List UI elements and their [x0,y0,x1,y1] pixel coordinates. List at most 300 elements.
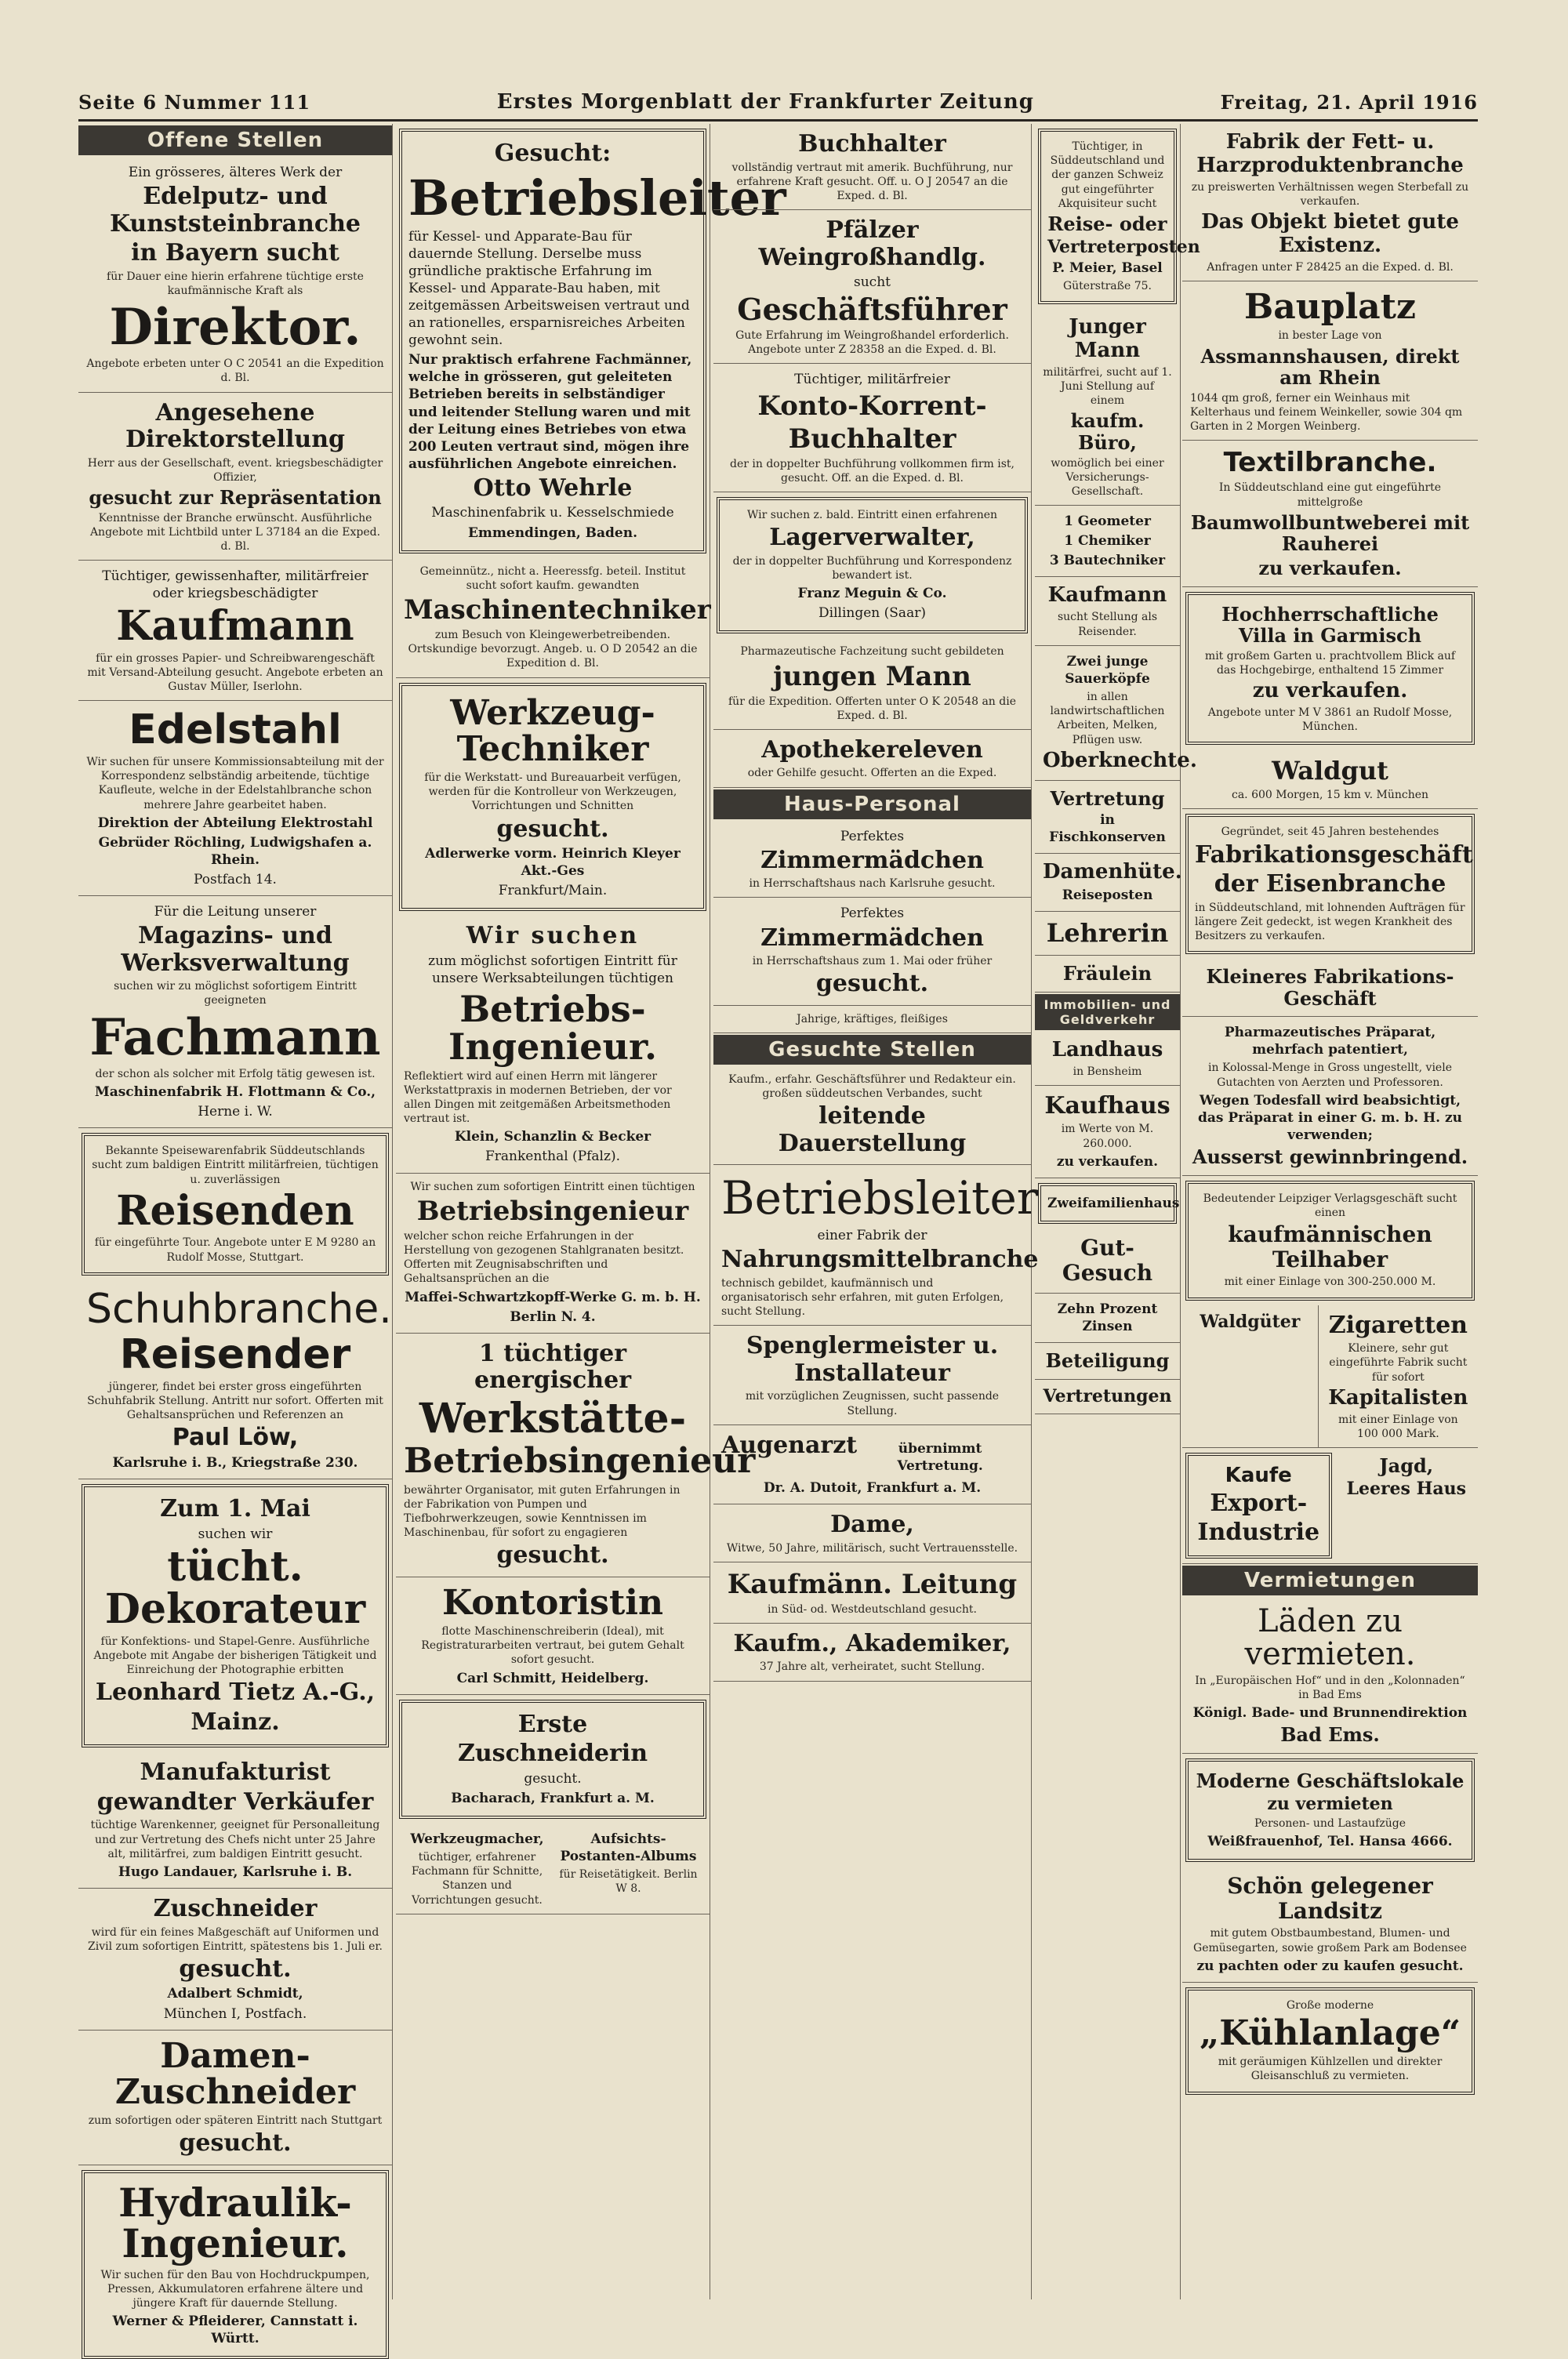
ad-text: Reflektiert wird auf einen Herrn mit längerer Werkstattpraxis in modernen Betrieben, der vor allen Dingen mit zeitgemäßen Arbeitsmethoden vertraut ist. [404,1069,672,1126]
ad-text: in Bensheim [1073,1065,1142,1078]
ad-jagd-haus [1335,1448,1479,1563]
ad-headline: Betriebs-Ingenieur. [448,988,658,1069]
ad-headline: Bauplatz [1244,287,1416,328]
ad-headline: Vertreterposten [1047,236,1200,257]
ad-text: in Herrschaftshaus nach Karlsruhe gesucht. [749,877,996,891]
ad-text: in bester Lage von [1278,329,1382,343]
ad-waldgueter [1182,1305,1319,1447]
ad-headline: der Eisenbranche [1214,870,1446,898]
ad-address: München I, Postfach. [163,2005,307,2022]
ad-headline: Industrie [1197,1519,1320,1547]
ad-text: In „Europäischen Hof“ und in den „Kolonnaden“ in Bad Ems [1195,1674,1465,1702]
ad-subheadline: gesucht zur Repräsentation [89,485,382,509]
ad-headline: kaufm. Büro, [1070,409,1145,455]
ad-text: Kaufm., erfahr. Geschäftsführer und Redakteur ein. großen süddeutschen Verbandes, sucht [728,1072,1016,1101]
ad-betriebsleiter-nahrung [713,1165,1039,1326]
ad-text: zum möglichst sofortigen Eintritt für unsere Werksabteilungen tüchtigen [428,953,677,986]
ad-headline: Nahrungsmittelbranche [721,1246,1039,1274]
ad-headline: Werkzeug-Techniker [450,692,655,769]
ad-aufsichts-right [555,1828,702,1909]
ad-text: in Fischkonserven [1049,812,1166,846]
ad-text: sucht Stellung als Reisender. [1057,611,1158,638]
column-2 [396,124,786,2299]
ad-address: Frankfurt/Main. [498,883,608,899]
ad-headline: zu verkaufen. [1252,679,1408,703]
ad-headline: Erste [517,1710,588,1738]
ad-headline: Wir suchen [466,922,640,950]
ad-company: Maschinenfabrik H. Flottmann & Co., [94,1083,376,1100]
ad-text: zum Besuch von Kleingewerbetreibenden. Ortskundige bevorzugt. Angeb. u. O D 20542 an die Expedition d. Bl. [408,629,698,670]
ad-text: für die Werkstatt- und Bureauarbeit verfügen, werden für die Kontrolleur von Werkzeugen, Vorrichtungen und Schnitten [424,771,681,813]
ad-address: Bad Ems. [1280,1723,1380,1747]
section-header-offene-stellen: Offene Stellen [78,125,392,155]
ad-headline: Konto-Korrent- [757,390,987,422]
ad-text: für Konfektions- und Stapel-Genre. Ausführliche Angebote mit Angabe der bisherigen Tätigkeit und Einreichung der Photographie erbitten [93,1635,377,1677]
ad-betriebsingenieur-granaten [396,1174,710,1334]
ad-geschaeftsfuehrer [713,210,1031,364]
column-4 [1035,124,1200,2299]
ad-company: Dr. A. Dutoit, Frankfurt a. M. [763,1479,982,1496]
ad-zimmermaedchen-2 [713,898,1031,1005]
ad-text: für Reisetätigkeit. Berlin W 8. [559,1868,698,1896]
ad-headline: gesucht. [179,2129,292,2158]
ad-headline: Damenhüte. [1043,860,1182,884]
ad-text: der in doppelter Buchführung vollkommen firm ist, gesucht. Off. an die Exped. d. Bl. [730,457,1014,485]
ad-manufakturist [78,1752,392,1889]
ad-damenhuete [1035,854,1180,912]
ad-teilhaber [1185,1181,1475,1301]
ad-beteiligung [1035,1343,1180,1380]
ad-text: in Süddeutschland, mit lohnenden Aufträgen für längere Zeit gedeckt, ist wegen Krankheit des Besitzers zu verkaufen. [1195,901,1465,942]
ad-headline: Kaufm., Akademiker, [733,1629,1011,1657]
ad-lagerverwalter [717,497,1028,633]
ad-headline: Moderne Geschäftslokale [1196,1769,1465,1792]
page-number: Seite 6 Nummer 111 [78,90,311,114]
ad-jungen-mann [713,638,1031,730]
ad-row-export [1182,1448,1478,1564]
ad-text: jüngerer, findet bei erster gross eingeführten Schuhfabrik Stellung. Antritt nur sofort. Offerten mit Gehaltsansprüchen und Referenzen an [87,1380,383,1422]
ad-text: Kleinere, sehr gut eingeführte Fabrik sucht für sofort [1329,1342,1468,1384]
ad-text: Witwe, 50 Jahre, militärisch, sucht Vertrauensstelle. [726,1541,1018,1555]
ad-text: für Dauer eine hierin erfahrene tüchtige erste kaufmännische Kraft als [107,270,364,297]
ad-text: Zwei junge Sauerköpfe [1065,653,1150,687]
ad-address: Güterstraße 75. [1062,279,1152,292]
ad-text: welcher schon reiche Erfahrungen in der Herstellung von gezogenen Stahlgranaten besitzt. Offerten mit Zeugnisabschriften und Gehaltsansprüchen an die [404,1229,684,1286]
ad-text: Perfektes [840,828,905,844]
ad-maschinentechniker [396,558,710,678]
ad-text: Wir suchen z. bald. Eintritt einen erfahrenen [746,509,998,522]
ad-headline: Zweifamilienhaus [1047,1195,1180,1211]
ad-text: der schon als solcher mit Erfolg tätig gewesen ist. [95,1067,376,1080]
ad-headline: Beteiligung [1045,1349,1170,1373]
ad-headline: Waldgut [1272,756,1388,786]
ad-company: Franz Meguin & Co. [797,586,947,602]
ad-headline: 1 tüchtiger energischer [474,1339,632,1395]
column-3 [713,124,1039,2299]
ad-text: mit vorzüglichen Zeugnissen, sucht passende Stellung. [745,1390,1000,1417]
ad-werkzeugmacher [396,1824,710,1914]
ad-headline: Hydraulik-Ingenieur. [118,2179,352,2267]
ad-gut-gesuch [1035,1228,1180,1294]
ad-kaufhaus [1035,1086,1180,1178]
ad-headline: Reise- oder [1047,212,1167,235]
ad-headline: gesucht. [815,970,929,998]
ad-address: Weißfrauenhof, Tel. Hansa 4666. [1207,1833,1453,1849]
ad-company: Leonhard Tietz A.-G., [95,1679,376,1707]
ad-headline: Schön gelegener Landsitz [1227,1873,1433,1925]
ad-headline: Manufakturist [140,1758,331,1787]
ad-headline: Textilbranche. [1223,447,1437,479]
ad-headline: Fabrik der Fett- u. Harzproduktenbranche [1196,130,1464,177]
ad-spengler [713,1326,1031,1424]
ad-kaufmann-4 [1035,577,1180,645]
ad-text: wird für ein feines Maßgeschäft auf Uniformen und Zivil zum sofortigen Eintritt, spätestens bis 1. Juli er. [88,1925,383,1953]
ad-headline: Junger Mann [1069,315,1146,362]
ad-pharmazeutisch [1182,1017,1478,1175]
ad-text: Angebote erbeten unter O C 20541 an die Expedition d. Bl. [86,357,384,385]
ad-address: Berlin N. 4. [510,1308,596,1325]
ad-text: militärfrei, sucht auf 1. Juni Stellung auf einem [1043,365,1172,408]
ad-headline: gesucht. [496,815,609,843]
ad-text: Tüchtiger, militärfreier [794,372,950,388]
ad-headline: Export- [1210,1489,1308,1517]
ad-headline: Edelstahl [129,706,342,754]
ad-text: womöglich bei einer Versicherungs-Gesellschaft. [1051,456,1164,499]
ad-text: in Süd- od. Westdeutschland gesucht. [768,1602,977,1616]
ad-headline: „Kühlanlage“ [1199,2013,1461,2054]
ad-vertretung-fisch [1035,781,1180,855]
ad-werkzeugmacher-left [404,1828,550,1909]
ad-werkstaette [396,1334,756,1577]
ad-zweifamilienhaus [1038,1183,1180,1224]
ad-textil [1182,441,1478,586]
ad-headline: Leeres Haus [1346,1478,1467,1499]
ad-junger-mann [1035,309,1180,506]
ad-text: oder Gehilfe gesucht. Offerten an die Exped. [747,767,997,780]
ad-text: zu pachten oder zu kaufen gesucht. [1196,1958,1464,1974]
ad-text: für die Expedition. Offerten unter O K 20548 an die Exped. d. Bl. [728,695,1016,722]
ad-text: in Herrschaftshaus zum 1. Mai oder früher [752,955,993,968]
section-header-vermietungen: Vermietungen [1182,1566,1478,1595]
ad-headline: Dame, [830,1511,914,1538]
ad-text: übernimmt Vertretung. [897,1440,983,1474]
newspaper-title: Erstes Morgenblatt der Frankfurter Zeitung [496,90,1034,114]
ad-headline: Hochherrschaftliche Villa in Garmisch [1221,602,1439,648]
ad-headline: Baumwollbuntweberei mit Rauherei [1190,510,1470,556]
ad-text: für Kessel- und Apparate-Bau für dauernde Stellung. Derselbe muss gründliche praktische Erfahrung im Kessel- und Apparate-Bau haben, mit zeitgemässen Arbeitsweisen vertraut und an rationelles, ersparnisreiches Arbeiten gewohnt sein. [408,228,690,349]
ad-fraeulein [1035,956,1180,993]
ad-konto-korrent [713,364,1031,492]
ad-headline: zu vermieten [1267,1793,1393,1814]
ad-headline: leitende Dauerstellung [778,1102,967,1157]
ad-oberknechte [1035,646,1197,781]
ad-headline: gewandter Verkäufer [96,1787,374,1816]
ad-headline: Betriebsleiter [721,1171,1039,1225]
ad-company: Adalbert Schmidt, [167,1986,303,2002]
ad-direktor [78,157,392,393]
ad-text: Ein grösseres, älteres Werk der [128,165,343,180]
ad-landhaus [1035,1032,1180,1086]
ad-text: Angebote unter M V 3861 an Rudolf Mosse, München. [1207,706,1453,734]
ad-villa-garmisch [1185,592,1475,746]
ad-text: tüchtiger, erfahrener Fachmann für Schnitte, Stanzen und Vorrichtungen gesucht. [411,1850,543,1907]
ad-vertretungen [1035,1380,1180,1414]
ad-headline: Zigaretten [1328,1311,1468,1339]
ad-headline: Zimmermädchen [760,924,984,952]
ad-geschaeftslokale [1185,1758,1475,1862]
ad-headline: Schuhbranche. [86,1285,392,1333]
ad-text: Herr aus der Gesellschaft, event. kriegsbeschädigter Offizier, [87,456,383,484]
ad-headline: Kapitalisten [1328,1385,1468,1410]
ad-headline: Edelputz- und Kunststeinbranche [109,183,361,238]
ad-text: in Kolossal-Menge in Gross ungestellt, viele Gutachten von Aerzten und Professoren. [1208,1062,1452,1089]
ad-headline: Werkstätte- [419,1394,687,1443]
ad-headline: Zuschneider [153,1895,318,1923]
ad-headline: Kleineres Fabrikations-Geschäft [1206,965,1454,1010]
ad-headline: zu verkaufen. [1258,556,1402,579]
ad-text: Gemeinnütz., nicht a. Heeressfg. beteil. Institut sucht sofort kaufm. gewandten [419,564,686,592]
ad-text: Nur praktisch erfahrene Fachmänner, welche in grösseren, gut geleiteten Betrieben bereits in selbständiger und leitender Stellung waren und mit der Leitung eines Betriebes von etwa 200 Leuten vertraut sind, mögen ihre ausführlichen Angebote einreichen. [408,352,692,472]
ad-address: Mainz. [191,1708,280,1736]
section-header-immobilien: Immobilien- und Geldverkehr [1035,994,1180,1030]
ad-headline: Waldgüter [1200,1311,1301,1332]
ad-text: ca. 600 Morgen, 15 km v. München [1231,789,1429,802]
ad-company: Gebrüder Röchling, Ludwigshafen a. Rhein. [98,834,372,868]
ad-edelstahl [78,701,392,896]
ad-text: Bedeutender Leipziger Verlagsgeschäft sucht einen [1203,1192,1457,1219]
ad-betriebsleiter-kessel [399,129,786,553]
ad-headline: gesucht. [496,1541,609,1570]
ad-text: suchen wir zu möglichst sofortigem Eintritt geeigneten [114,980,357,1007]
ad-betriebs-ingenieur [396,916,710,1173]
ad-headline: Buchhalter [798,130,946,158]
ad-text: 1044 qm groß, ferner ein Weinhaus mit Kelterhaus und feinem Weinkeller, sowie 304 qm Garten in 2 Morgen Weinberg. [1190,391,1463,434]
ad-headline: Geschäftsführer [737,292,1007,328]
ad-jaehrige [713,1006,1031,1033]
ad-text: Kenntnisse der Branche erwünscht. Ausführliche Angebote mit Lichtbild unter L 37184 an die Exped. d. Bl. [89,511,381,553]
section-header-gesuchte-stellen: Gesuchte Stellen [713,1035,1031,1065]
ad-headline: Reisender [119,1331,351,1379]
ad-headline: Kaufmänn. Leitung [727,1568,1018,1600]
augenarzt-row [721,1430,1023,1477]
ad-company: Klein, Schanzlin & Becker [454,1129,652,1145]
ad-text: Tüchtiger, gewissenhafter, militärfreier oder kriegsbeschädigter [102,568,368,602]
ad-zehn-prozent [1035,1294,1180,1343]
ad-company: Bacharach, Frankfurt a. M. [451,1790,655,1806]
ad-address: Dillingen (Saar) [818,605,926,622]
ad-headline: Assmannshausen, direkt am Rhein [1200,344,1460,390]
ad-text: Gegründet, seit 45 Jahren bestehendes [1221,826,1439,839]
masthead [78,85,1478,122]
ad-text: der in doppelter Buchführung und Korrespondenz bewandert ist. [732,554,1012,582]
ad-headline: Läden zu vermieten. [1244,1602,1416,1672]
ad-headline: Zum 1. Mai [160,1495,310,1523]
ad-subheadline: in Bayern sucht [131,239,339,267]
ad-schuhbranche [78,1280,392,1479]
ad-zuschneiderin [399,1700,706,1819]
ad-text: Wir suchen zum sofortigen Eintritt einen tüchtigen [410,1180,695,1193]
ad-text: 1 Geometer [1064,514,1151,530]
ad-text: 3 Bautechniker [1049,553,1166,569]
ad-headline: Reisenden [116,1186,354,1235]
ad-kontoristin [396,1577,710,1695]
ad-text: für eingeführte Tour. Angebote unter E M 9280 an Rudolf Mosse, Stuttgart. [94,1236,376,1264]
ad-text: 37 Jahre alt, verheiratet, sucht Stellung. [759,1660,985,1674]
ad-apotheker [713,730,1031,788]
ad-kaufm-leitung [713,1562,1031,1624]
ad-company: Hugo Landauer, Karlsruhe i. B. [118,1864,353,1880]
ad-text: in allen landwirtschaftlichen Arbeiten, Melken, Pflügen usw. [1050,690,1165,746]
ad-augenarzt [713,1425,1031,1504]
ad-text: Jahrige, kräftiges, fleißiges [797,1012,948,1025]
ad-headline: Jagd, [1379,1454,1434,1477]
ad-headline: Zimmermädchen [760,846,984,874]
ad-text: Gute Erfahrung im Weingroßhandel erforderlich. Angebote unter Z 28358 an die Exped. d. Bl. [735,329,1009,357]
ad-company: P. Meier, Basel [1052,259,1163,276]
ad-headline: Fabrikationsgeschäft [1195,840,1473,869]
ad-fachmann [78,896,392,1128]
ad-headline: Augenarzt [721,1431,858,1459]
ad-geometer [1035,506,1180,577]
ad-text: Personen- und Lastaufzüge [1254,1816,1406,1830]
ad-dame [713,1504,1031,1562]
section-header-haus-personal: Haus-Personal [713,789,1031,819]
ad-bauplatz [1182,281,1478,441]
ad-text: Reiseposten [1062,887,1153,904]
ad-company: Königl. Bade- und Brunnendirektion [1192,1705,1468,1722]
ad-text: Wegen Todesfall wird beabsichtigt, das Präparat in einer G. m. b. H. zu verwenden; [1197,1092,1463,1143]
ad-text: In Süddeutschland eine gut eingeführte mittelgroße [1218,481,1442,509]
ad-headline: gesucht. [179,1954,292,1983]
ad-row-waldgueter-zigaretten [1182,1305,1478,1448]
ad-headline: Gut-Gesuch [1062,1234,1153,1287]
ad-headline: Vertretung [1050,786,1165,810]
ad-werkzeug-techniker [399,683,706,912]
ad-headline: Zehn Prozent Zinsen [1057,1301,1158,1335]
ad-headline: Landhaus [1051,1037,1163,1062]
ad-kaufmann [78,561,392,701]
ad-text: tüchtige Warenkenner, geeignet für Personalleitung und zur Vertretung des Chefs nicht unter 25 Jahre alt, militärfrei, zum baldigen Eintritt gesucht. [90,1819,380,1860]
ad-text: im Werte von M. 260.000. [1061,1123,1154,1150]
ad-headline: Vertretungen [1043,1386,1172,1407]
ad-text: bewährter Organisator, mit guten Erfahrungen in der Fabrikation von Pumpen und Tiefbohrwerkzeugen, sowie Kenntnissen im Maschinenbau, für sofort zu engagieren [404,1483,681,1540]
ad-headline: Pfälzer Weingroßhandlg. [758,216,986,271]
ad-headline: Kontoristin [442,1582,663,1623]
ad-headline: Zuschneiderin [457,1740,648,1768]
ad-text: einer Fabrik der [817,1228,927,1244]
ad-headline: Maschinentechniker [404,593,711,626]
ad-company: Werner & Pfleiderer, Cannstatt i. Württ. [112,2314,358,2347]
ad-company: Direktion der Abteilung Elektrostahl [97,815,373,831]
ad-headline: Lehrerin [1046,918,1169,949]
column-1 [78,124,393,2347]
ad-text: zum sofortigen oder späteren Eintritt nach Stuttgart [88,2114,383,2127]
ad-headline: Buchhalter [788,423,956,455]
ad-text: mit großem Garten u. prachtvollem Blick auf das Hochgebirge, enthaltend 15 Zimmer [1204,649,1456,677]
ad-headline: Das Objekt bietet gute Existenz. [1201,210,1459,258]
ad-text: gesucht. [524,1770,582,1787]
ad-text: Große moderne [1286,1998,1374,2012]
ad-waldgut [1182,749,1478,809]
ad-headline: Kaufe [1225,1463,1292,1487]
ad-reisenden [82,1133,389,1276]
ad-damen-zuschneider [78,2031,392,2165]
ad-headline: Oberknechte. [1043,748,1197,772]
ad-headline: Kaufmann [1047,583,1167,608]
ad-text: Wir suchen für den Bau von Hochdruckpumpen, Pressen, Akkumulatoren erfahrene ältere und jüngere Kraft für dauernde Stellung. [100,2268,370,2310]
ad-headline: Ausserst gewinnbringend. [1192,1145,1468,1169]
ad-headline: Kaufhaus [1044,1091,1171,1120]
ad-headline: Pharmazeutisches Präparat, mehrfach patentiert, [1224,1025,1436,1058]
ad-text: Perfektes [840,905,905,922]
ad-headline: Spenglermeister u. Installateur [746,1332,999,1387]
ad-zigaretten [1319,1305,1478,1447]
ad-text: Bekannte Speisewarenfabrik Süddeutschlands sucht zum baldigen Eintritt militärfreien, tüchtigen u. zuverlässigen [92,1145,379,1186]
ad-fabrikationsgeschaeft [1185,814,1475,954]
ad-headline: tücht. Dekorateur [104,1542,366,1634]
ad-text: Anfragen unter F 28425 an die Exped. d. Bl. [1207,260,1454,274]
ad-text: mit einer Einlage von 300-250.000 M. [1224,1276,1436,1289]
ad-headline: Gesucht: [494,140,612,167]
ad-headline: Fachmann [89,1007,381,1067]
ad-company: Paul Löw, [172,1424,299,1452]
ad-headline: Aufsichts-Postanten-Albums [560,1831,697,1864]
ad-address: Emmendingen, Baden. [467,524,638,541]
ad-text: Für die Leitung unserer [154,904,317,920]
ad-dekorateur [82,1484,389,1747]
ad-kuehlanlage [1185,1987,1475,2095]
ad-headline: Betriebsingenieur [416,1195,689,1227]
ad-kaufmann-akademiker [713,1624,1031,1682]
ad-text: 1 Chemiker [1064,533,1151,550]
ad-company: Otto Wehrle [473,474,633,502]
ad-address: Postfach 14. [194,872,277,888]
ad-text: technisch gebildet, kaufmännisch und organisatorisch sehr erfahren, mit guten Erfolgen, sucht Stellung. [721,1276,1004,1319]
ad-text: mit geräumigen Kühlzellen und direkter Gleisanschluß zu vermieten. [1218,2056,1443,2083]
ad-headline: jungen Mann [773,660,971,692]
ad-headline: Magazins- und Werksverwaltung [121,922,350,977]
ad-headline: Apothekereleven [761,735,983,764]
ad-fabrik-fett [1182,124,1478,281]
ad-address: Herne i. W. [198,1104,273,1120]
ad-text: für ein grosses Papier- und Schreibwarengeschäft mit Versand-Abteilung gesucht. Angebote erbeten an Gustav Müller, Iserlohn. [87,651,383,694]
ad-vertreterposten [1038,129,1200,304]
ad-headline: Fräulein [1062,962,1152,985]
ad-direktorstellung [78,393,392,561]
ad-headline: Betriebsleiter [408,169,786,227]
ad-company: Adlerwerke vorm. Heinrich Kleyer Akt.-Ges [425,846,681,880]
ad-company: Maffei-Schwartzkopff-Werke G. m. b. H. [405,1289,701,1305]
ad-company: Carl Schmitt, Heidelberg. [456,1670,649,1686]
ad-text: zu verkaufen. [1056,1153,1159,1170]
ad-headline: kaufmännischen Teilhaber [1228,1221,1432,1273]
ad-headline: Werkzeugmacher, [410,1831,544,1847]
column-5 [1182,124,1478,2299]
ad-landsitz [1182,1867,1478,1983]
ad-laeden [1182,1597,1478,1754]
ad-text: Pharmazeutische Fachzeitung sucht gebildeten [740,645,1004,659]
ad-hydraulik [82,2170,389,2359]
ad-company: Maschinenfabrik u. Kesselschmiede [431,505,674,521]
ad-text: mit gutem Obstbaumbestand, Blumen- und Gemüsegarten, sowie großem Park am Bodensee [1193,1927,1467,1954]
ad-kleineres [1182,959,1478,1017]
ad-text: mit einer Einlage von 100 000 Mark. [1338,1413,1458,1440]
ad-headline: Betriebsingenieur [404,1441,756,1482]
ad-lehrerin [1035,912,1180,956]
ad-buchhalter [713,124,1031,210]
ad-headline: Direktor. [109,297,361,357]
ad-text: Wir suchen für unsere Kommissionsabteilung mit der Korrespondenz selbständig arbeitende, tüchtige Kaufleute, welche in der Edelstahlbranche schon mehrere Jahre gearbeitet haben. [86,756,384,811]
